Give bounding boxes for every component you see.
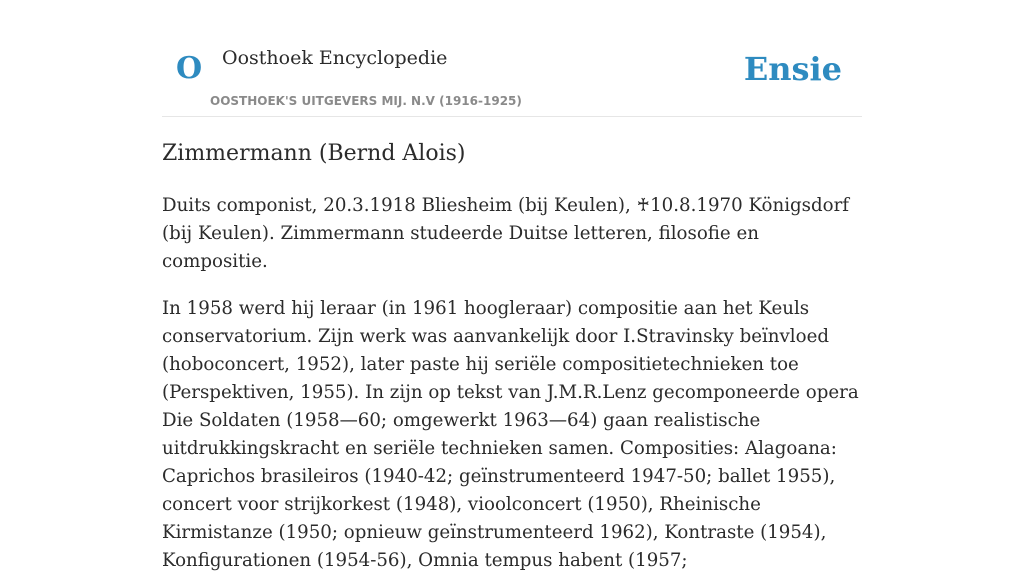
source-logo-icon[interactable]: O	[176, 51, 203, 86]
article	[162, 138, 862, 575]
source-name-link[interactable]: Oosthoek Encyclopedie	[222, 47, 448, 69]
article-title: Zimmermann (Bernd Alois)	[162, 141, 466, 166]
ensie-logo-link[interactable]: Ensie	[743, 50, 842, 88]
site-header	[162, 0, 862, 117]
publisher-label: OOSTHOEK'S UITGEVERS MIJ. N.V (1916-1925)	[210, 94, 522, 108]
article-paragraph: In 1958 werd hij leraar (in 1961 hoogleraar) compositie aan het Keuls conservatorium. Zijn werk was aanvankelijk door I.Stravinsky beïnvloed (hoboconcert, 1952), later paste hij seriële compositietechnieken toe (Perspektiven, 1955). In zijn op tekst van J.M.R.Lenz gecomponeerde opera Die Soldaten (1958—60; omgewerkt 1963—64) gaan realistische uitdrukkingskracht en seriële technieken samen. Composities: Alagoana: Caprichos brasileiros (1940-42; geïnstrumenteerd 1947-50; ballet 1955), concert voor strijkorkest (1948), vioolconcert (1950), Rheinische Kirmistanze (1950; opnieuw geïnstrumenteerd 1962), Kontraste (1954), Konfigurationen (1954-56), Omnia tempus habent (1957;	[162, 298, 859, 571]
article-paragraph: Duits componist, 20.3.1918 Bliesheim (bij Keulen), ♰10.8.1970 Königsdorf (bij Keulen). Zimmermann studeerde Duitse letteren, filosofie en compositie.	[162, 195, 850, 272]
